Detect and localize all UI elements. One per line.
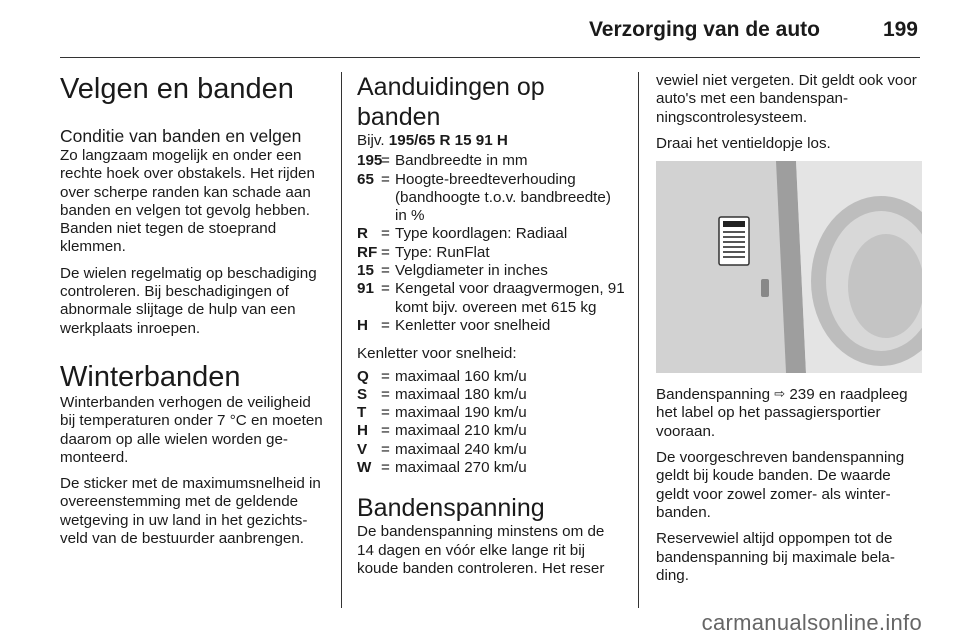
code-key: R — [357, 225, 368, 243]
code-value: Type: RunFlat — [395, 243, 490, 261]
example-prefix: Bijv. — [357, 132, 389, 149]
equals-sign: = — [381, 367, 390, 385]
definition-row — [357, 171, 625, 226]
equals-sign: = — [381, 262, 390, 280]
code-value: Kenletter voor snelheid — [395, 316, 551, 334]
code-key: V — [357, 440, 368, 458]
code-key: H — [357, 422, 368, 440]
equals-sign: = — [381, 404, 390, 422]
equals-sign: = — [381, 152, 390, 170]
definition-row — [357, 441, 625, 459]
definition-row — [357, 422, 625, 440]
code-key: 195 — [357, 152, 383, 170]
code-key: T — [357, 404, 367, 422]
section-heading-winterbanden: Winterbanden — [60, 360, 241, 393]
code-key: 65 — [357, 170, 374, 188]
page-number: 199 — [882, 18, 918, 41]
tyre-code-list — [357, 152, 625, 335]
paragraph: De bandenspanning minstens om de 14 dagen en vóór elke lange rit bij koude banden controleren. Het reser — [357, 523, 605, 577]
code-value: maximaal 270 km/u — [395, 459, 527, 477]
definition-row — [357, 459, 625, 477]
code-value: Velgdiameter in inches — [395, 262, 548, 280]
code-key: Q — [357, 367, 369, 385]
speed-list — [357, 368, 625, 478]
paragraph: Reservewiel altijd oppompen tot de bandenspanning bij maximale belading. — [656, 530, 895, 584]
definition-row — [357, 404, 625, 422]
section-heading-aanduidingen: Aanduidingen op banden — [357, 73, 545, 131]
section-heading-bandenspanning: Bandenspanning — [357, 494, 545, 523]
paragraph: Winterbanden verhogen de veiligheid bij temperaturen onder 7 °C en moeten daarom op alle wielen worden gemonteerd. — [60, 393, 323, 466]
definition-row — [357, 225, 625, 243]
code-key: S — [357, 385, 368, 403]
equals-sign: = — [381, 440, 390, 458]
code-key: RF — [357, 243, 378, 261]
equals-sign: = — [381, 459, 390, 477]
column-3 — [656, 72, 922, 593]
equals-sign: = — [381, 316, 390, 334]
example-code: 195/65 R 15 91 H — [388, 132, 508, 149]
equals-sign: = — [381, 170, 390, 188]
code-value: Type koordlagen: Radiaal — [395, 225, 568, 243]
speed-intro: Kenletter voor snelheid: — [357, 345, 517, 363]
paragraph: De sticker met de maximumsnelheid in overeenstemming met de geldende wetgeving in uw land in het gezichtsveld van de bestuurder aanbrengen. — [60, 475, 321, 548]
column-divider-2 — [638, 72, 639, 608]
code-value: maximaal 210 km/u — [395, 422, 527, 440]
paragraph: Zo langzaam mogelijk en onder een rechte hoek over obstakels. Het rijden over scherpe randen kan schade aan banden en velgen tot gevolg hebben. Banden niet tegen de stoeprand klemmen. — [60, 147, 315, 256]
definition-row — [357, 386, 625, 404]
page-reference-arrow-icon: ⇨ — [774, 386, 786, 402]
code-key: H — [357, 316, 368, 334]
equals-sign: = — [381, 280, 390, 298]
door-label-photo — [656, 161, 922, 373]
code-value: maximaal 240 km/u — [395, 440, 527, 458]
equals-sign: = — [381, 385, 390, 403]
chapter-title: Verzorging van de auto — [588, 18, 820, 41]
code-value: Bandbreedte in mm — [395, 152, 528, 170]
equals-sign: = — [381, 225, 390, 243]
code-value: maximaal 190 km/u — [395, 404, 527, 422]
equals-sign: = — [381, 243, 390, 261]
definition-row — [357, 244, 625, 262]
code-key: 91 — [357, 280, 374, 298]
definition-row — [357, 280, 625, 317]
subheading-conditie: Conditie van banden en velgen — [60, 126, 302, 146]
door-label-illustration — [656, 161, 922, 373]
paragraph: De wielen regelmatig op beschadiging controleren. Bij beschadigingen of abnormale slijtage de hulp van een werkplaats inroepen. — [60, 264, 317, 337]
section-heading-velgen: Velgen en banden — [60, 73, 294, 105]
code-value: Kengetal voor draagvermogen, 91 komt bijv. overeen met 615 kg — [395, 280, 625, 316]
definition-row — [357, 262, 625, 280]
code-key: W — [357, 459, 372, 477]
paragraph: Bandenspanning ⇨ 239 en raadpleeg het label op het passagiersportier vooraan. — [656, 386, 908, 440]
code-key: 15 — [357, 262, 374, 280]
definition-row — [357, 152, 625, 170]
column-2 — [357, 72, 625, 586]
header-rule — [60, 57, 920, 58]
code-value: Hoogte-breedteverhouding (bandhoogte t.o.v. bandbreedte) in % — [395, 170, 611, 225]
definition-row — [357, 368, 625, 386]
page-header — [60, 18, 920, 48]
equals-sign: = — [381, 422, 390, 440]
watermark: carmanualsonline.info — [701, 610, 922, 635]
code-value: maximaal 180 km/u — [395, 385, 527, 403]
example-line — [357, 132, 625, 150]
column-divider-1 — [341, 72, 342, 608]
paragraph: De voorgeschreven bandenspanning geldt bij koude banden. De waarde geldt voor zowel zomer- als winterbanden. — [656, 449, 905, 521]
column-1 — [60, 72, 325, 556]
paragraph: Draai het ventieldopje los. — [656, 134, 831, 152]
definition-row — [357, 317, 625, 335]
paragraph: vewiel niet vergeten. Dit geldt ook voor auto's met een bandenspanningscontrolesysteem. — [656, 72, 917, 126]
code-value: maximaal 160 km/u — [395, 367, 527, 385]
